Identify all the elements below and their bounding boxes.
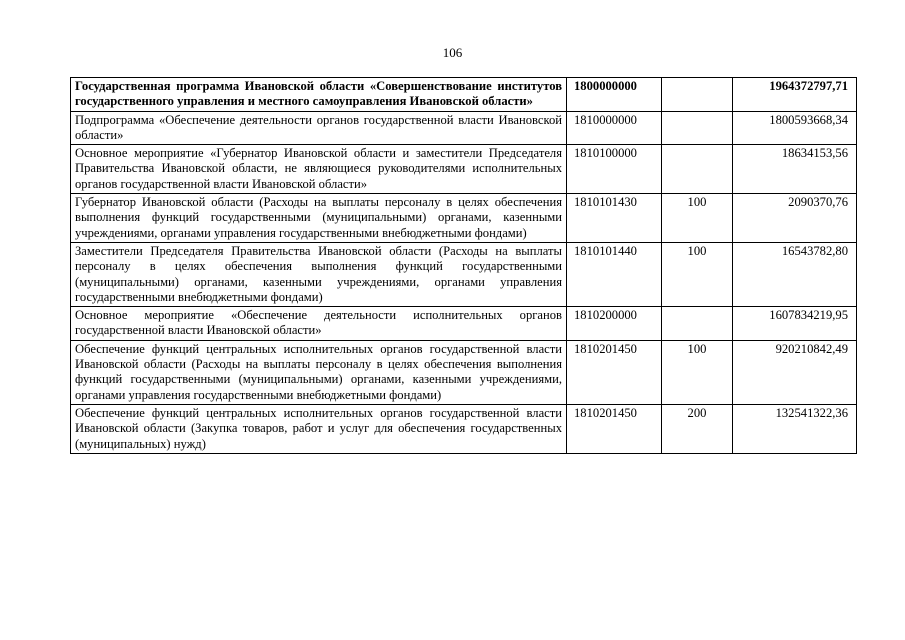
table-row — [71, 307, 857, 341]
table-row — [71, 242, 857, 306]
budget-table-body — [71, 78, 857, 454]
row-amount: 1964372797,71 — [733, 78, 857, 112]
row-code: 1810200000 — [567, 307, 662, 341]
table-row — [71, 145, 857, 194]
row-description: Государственная программа Ивановской области «Совершенствование институтов государственного управления и местного самоуправления Ивановской области» — [71, 78, 567, 112]
table-row — [71, 194, 857, 243]
table-row — [71, 111, 857, 145]
row-expense-kind — [662, 111, 733, 145]
row-description: Подпрограмма «Обеспечение деятельности органов государственной власти Ивановской области» — [71, 111, 567, 145]
row-amount: 1607834219,95 — [733, 307, 857, 341]
row-description: Основное мероприятие «Губернатор Ивановской области и заместители Председателя Правительства Ивановской области, не являющиеся руководителями исполнительных органов государственной власти Ивановской области» — [71, 145, 567, 194]
table-row — [71, 340, 857, 404]
budget-table — [70, 77, 857, 454]
row-expense-kind — [662, 307, 733, 341]
row-code: 1810201450 — [567, 404, 662, 453]
row-amount: 1800593668,34 — [733, 111, 857, 145]
table-row — [71, 78, 857, 112]
row-description: Заместители Председателя Правительства Ивановской области (Расходы на выплаты персоналу в целях обеспечения выполнения функций государственными (муниципальными) органами, казенными учреждениями, органами управления государственными внебюджетными фондами) — [71, 242, 567, 306]
row-code: 1800000000 — [567, 78, 662, 112]
row-code: 1810101430 — [567, 194, 662, 243]
row-code: 1810000000 — [567, 111, 662, 145]
row-expense-kind: 200 — [662, 404, 733, 453]
page-number: 106 — [442, 45, 463, 60]
row-code: 1810100000 — [567, 145, 662, 194]
row-description: Основное мероприятие «Обеспечение деятельности исполнительных органов государственной власти Ивановской области» — [71, 307, 567, 341]
row-description: Губернатор Ивановской области (Расходы на выплаты персоналу в целях обеспечения выполнения функций государственными (муниципальными) органами, казенными учреждениями, органами управления государственными внебюджетными фондами) — [71, 194, 567, 243]
row-description: Обеспечение функций центральных исполнительных органов государственной власти Ивановской области (Закупка товаров, работ и услуг для обеспечения государственных (муниципальных) нужд) — [71, 404, 567, 453]
row-code: 1810201450 — [567, 340, 662, 404]
table-row — [71, 404, 857, 453]
row-expense-kind: 100 — [662, 194, 733, 243]
row-expense-kind: 100 — [662, 340, 733, 404]
row-amount: 16543782,80 — [733, 242, 857, 306]
row-amount: 132541322,36 — [733, 404, 857, 453]
row-description: Обеспечение функций центральных исполнительных органов государственной власти Ивановской области (Расходы на выплаты персоналу в целях обеспечения выполнения функций государственными (муниципальными) органами, казенными учреждениями, органами управления государственными внебюджетными фондами) — [71, 340, 567, 404]
row-code: 1810101440 — [567, 242, 662, 306]
row-expense-kind — [662, 78, 733, 112]
row-amount: 18634153,56 — [733, 145, 857, 194]
row-amount: 2090370,76 — [733, 194, 857, 243]
row-expense-kind: 100 — [662, 242, 733, 306]
row-amount: 920210842,49 — [733, 340, 857, 404]
row-expense-kind — [662, 145, 733, 194]
